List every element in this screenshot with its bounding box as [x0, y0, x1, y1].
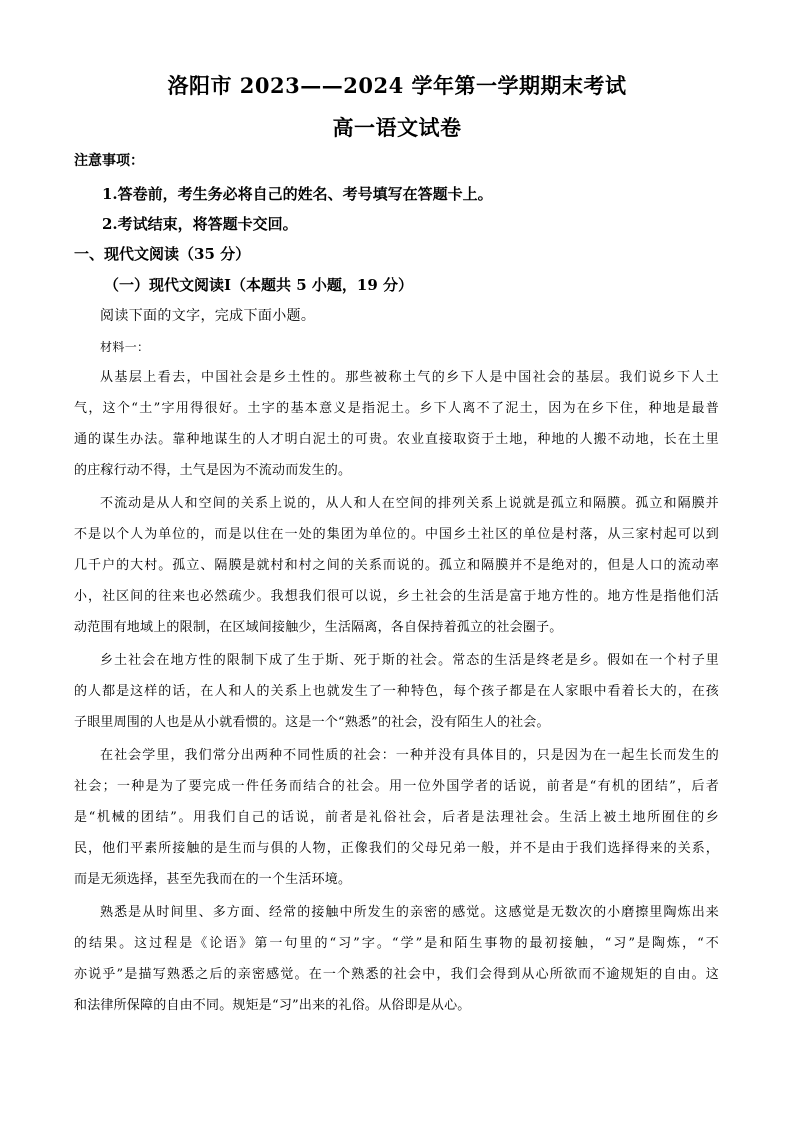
passage-line: 子眼里周围的人也是从小就看惯的。这是一个“熟悉”的社会，没有陌生人的社会。 — [74, 715, 550, 730]
passage-paragraph — [74, 645, 719, 738]
passage-paragraph — [74, 740, 719, 895]
passage-paragraph — [74, 897, 719, 1021]
passage-line: 民，他们平素所接触的是生而与俱的人物，正像我们的父母兄弟一般，并不是由于我们选择得来的关系， — [74, 841, 719, 856]
passage-line: 是“机械的团结”。用我们自己的话说，前者是礼俗社会，后者是法理社会。生活上被土地所囿住的乡 — [74, 810, 719, 825]
passage-paragraph — [74, 488, 719, 643]
passage-line: 乡土社会在地方性的限制下成了生于斯、死于斯的社会。常态的生活是终老是乡。假如在一个村子里 — [100, 653, 719, 668]
exam-title: 洛阳市 2023——2024 学年第一学期期末考试 — [167, 73, 627, 98]
passage-line: 和法律所保障的自由不同。规矩是“习”出来的礼俗。从俗即是从心。 — [74, 998, 471, 1013]
exam-subtitle: 高一语文试卷 — [332, 115, 462, 140]
notice-item-1: 1.答卷前，考生务必将自己的姓名、考号填写在答题卡上。 — [102, 185, 493, 203]
passage-line: 亦说乎”是描写熟悉之后的亲密感觉。在一个熟悉的社会中，我们会得到从心所欲而不逾规矩的自由。这 — [74, 967, 719, 982]
passage-line: 小，社区间的往来也必然疏少。我想我们很可以说，乡土社会的生活是富于地方性的。地方性是指他们活 — [74, 589, 719, 604]
reading-instruction: 阅读下面的文字，完成下面小题。 — [100, 308, 316, 324]
passage-line: 气，这个“土”字用得很好。土字的基本意义是指泥土。乡下人离不了泥土，因为在乡下住，种地是最普 — [74, 401, 719, 416]
passage-line: 的结果。这过程是《论语》第一句里的“习”字。“学”是和陌生事物的最初接触，“习”是陶炼，“不 — [74, 936, 719, 951]
passage-line: 的人都是这样的话，在人和人的关系上也就发生了一种特色，每个孩子都是在人家眼中看着长大的，在孩 — [74, 684, 719, 699]
notice-heading: 注意事项： — [74, 153, 144, 169]
passage-line: 在社会学里，我们常分出两种不同性质的社会：一种并没有具体目的，只是因为在一起生长而发生的 — [100, 748, 719, 763]
passage-line: 不是以个人为单位的，而是以住在一处的集团为单位的。中国乡土社区的单位是村落，从三家村起可以到 — [74, 527, 719, 542]
reading-passage — [74, 362, 719, 1023]
passage-line: 通的谋生办法。靠种地谋生的人才明白泥土的可贵。农业直接取资于土地，种地的人搬不动地，长在土里 — [74, 432, 719, 447]
passage-line: 熟悉是从时间里、多方面、经常的接触中所发生的亲密的感觉。这感觉是无数次的小磨擦里陶炼出来 — [100, 905, 719, 920]
passage-line: 社会；一种是为了要完成一件任务而结合的社会。用一位外国学者的话说，前者是“有机的团结”，后者 — [74, 779, 719, 794]
sub-section-heading: （一）现代文阅读Ⅰ（本题共 5 小题，19 分） — [104, 276, 413, 294]
notice-item-2: 2.考试结束，将答题卡交回。 — [102, 215, 298, 233]
passage-line: 从基层上看去，中国社会是乡土性的。那些被称土气的乡下人是中国社会的基层。我们说乡下人土 — [100, 370, 719, 385]
passage-line: 几千户的大村。孤立、隔膜是就村和村之间的关系而说的。孤立和隔膜并不是绝对的，但是人口的流动率 — [74, 558, 719, 573]
passage-line: 的庄稼行动不得，土气是因为不流动而发生的。 — [74, 463, 352, 478]
passage-line: 而是无须选择，甚至先我而在的一个生活环境。 — [74, 872, 352, 887]
passage-line: 不流动是从人和空间的关系上说的，从人和人在空间的排列关系上说就是孤立和隔膜。孤立和隔膜并 — [100, 496, 719, 511]
passage-line: 动范围有地域上的限制，在区域间接触少，生活隔离，各自保持着孤立的社会圈子。 — [74, 620, 563, 635]
material-label: 材料一： — [100, 340, 150, 354]
section-heading: 一、现代文阅读（35 分） — [74, 245, 251, 263]
passage-paragraph — [74, 362, 719, 486]
